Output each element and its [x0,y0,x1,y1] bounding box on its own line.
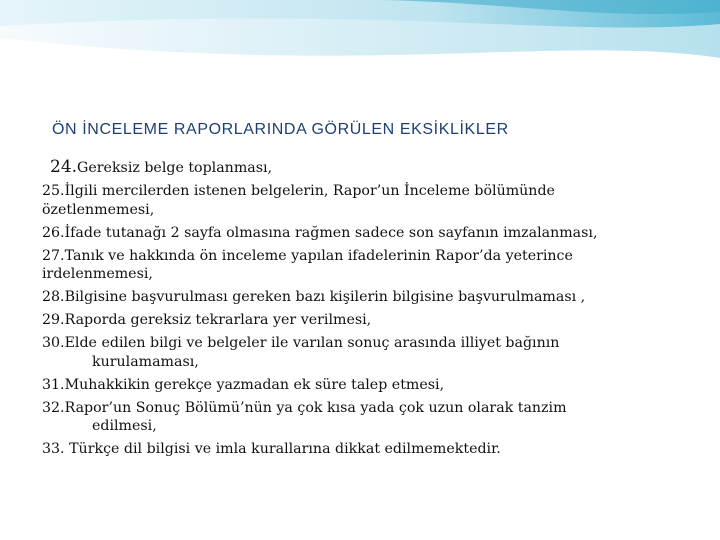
item-number: 27. [42,247,65,264]
item-text: Bilgisine başvurulması gereken bazı kişilerin bilgisine başvurulmaması , [64,289,586,305]
item-number: 24. [50,157,78,177]
item-text: Muhakkikin gerekçe yazmadan ek süre talep etmesi, [64,376,445,393]
item-number: 33. [42,441,65,457]
list-item [42,399,702,436]
list-item [42,247,702,284]
item-number: 31. [42,376,65,393]
list-item [42,158,702,178]
decorative-wave-header [0,0,720,90]
item-text: Elde edilen bilgi ve belgeler ile varılan sonuç arasında illiyet bağının [64,335,560,351]
item-text: İfade tutanağı 2 sayfa olmasına rağmen sadece son sayfanın imzalanması, [64,224,598,241]
item-number: 30. [42,335,65,351]
item-number: 26. [42,224,65,241]
list-item [42,376,702,395]
item-text: Türkçe dil bilgisi ve imla kurallarına dikkat edilmemektedir. [64,441,501,457]
list-item [42,224,702,243]
item-number: 29. [42,312,65,328]
list-item [42,288,702,307]
item-text: Rapor’un Sonuç Bölümü’nün ya çok kısa yada çok uzun olarak tanzim [64,399,567,416]
item-text-continuation: kurulamaması, [92,353,199,370]
item-text: İlgili mercilerden istenen belgelerin, Rapor’un İnceleme bölümünde [64,183,555,199]
list-item [42,440,702,459]
item-number: 25. [42,183,65,199]
deficiency-list [42,158,702,463]
item-text-continuation: irdelenmemesi, [42,266,153,282]
list-item [42,311,702,330]
list-item [42,334,702,371]
item-number: 28. [42,289,65,305]
item-number: 32. [42,399,65,416]
slide-title: ÖN İNCELEME RAPORLARINDA GÖRÜLEN EKSİKLİKLER [52,121,509,138]
item-text: Gereksiz belge toplanması, [77,160,273,176]
list-item [42,182,702,219]
item-text-continuation: edilmesi, [92,418,157,434]
item-text-continuation: özetlenmemesi, [42,201,155,218]
item-text: Raporda gereksiz tekrarlara yer verilmesi, [64,312,372,328]
item-text: Tanık ve hakkında ön inceleme yapılan ifadelerinin Rapor’da yeterince [64,247,573,264]
